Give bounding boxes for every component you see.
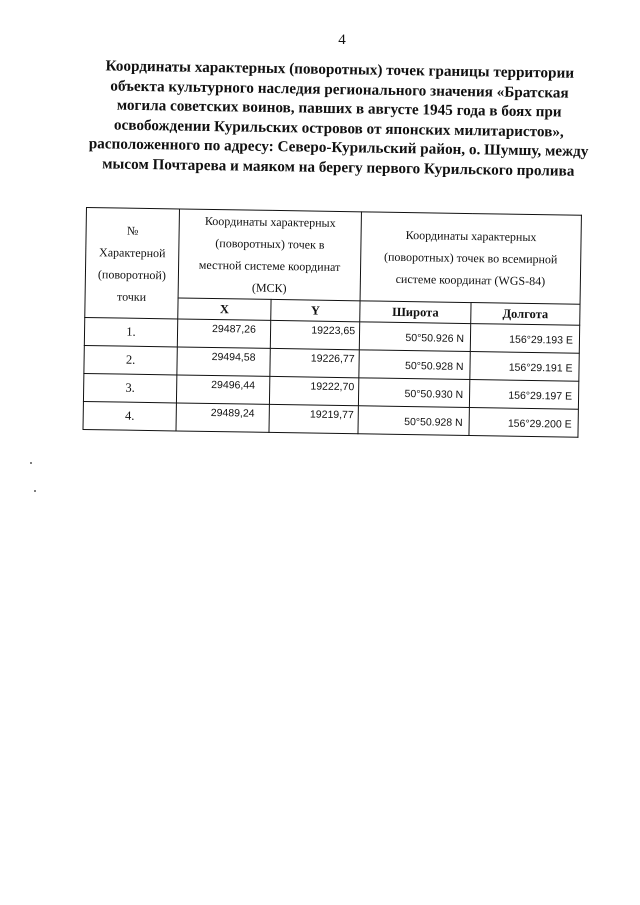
page-number: 4 <box>338 32 346 48</box>
y-value: 19223,65 <box>270 320 359 349</box>
longitude-value: 156°29.200 E <box>469 408 578 438</box>
latitude-value: 50°50.928 N <box>359 350 470 380</box>
title-line: Координаты характерных (поворотных) точек границы территории <box>105 57 575 82</box>
header-text: Характерной <box>98 244 166 260</box>
header-text: (поворотной) <box>97 266 167 282</box>
scan-speck <box>34 490 36 492</box>
x-value: 29487,26 <box>177 319 270 348</box>
y-value: 19219,77 <box>269 404 358 433</box>
x-value: 29489,24 <box>176 403 269 432</box>
scan-speck <box>30 462 32 464</box>
latitude-value: 50°50.928 N <box>358 406 469 436</box>
header-text: системе координат (WGS-84) <box>395 271 546 289</box>
header-text: (поворотных) точек во всемирной <box>383 249 558 267</box>
header-text: местной системе координат <box>198 257 341 275</box>
header-text: точки <box>116 288 147 304</box>
title-line: могила советских воинов, павших в августе 1945 года в боях при <box>116 96 562 121</box>
y-value: 19222,70 <box>269 376 358 405</box>
header-point-number <box>85 208 180 319</box>
x-value: 29494,58 <box>177 347 270 376</box>
coordinates-table <box>82 207 581 438</box>
x-value: 29496,44 <box>176 375 269 404</box>
title-line: мысом Почтарева и маяком на берегу первого Курильского пролива <box>102 154 575 180</box>
header-x: X <box>178 298 271 320</box>
latitude-value: 50°50.926 N <box>359 322 470 352</box>
header-text: Координаты характерных <box>204 213 336 230</box>
y-value: 19226,77 <box>270 348 359 377</box>
point-number: 1. <box>84 317 177 346</box>
longitude-value: 156°29.197 E <box>469 380 578 410</box>
header-text: (МСК) <box>251 280 287 296</box>
table-header-row <box>85 208 581 305</box>
title-line: объекта культурного наследия регионального значения «Братская <box>110 76 569 102</box>
header-latitude: Широта <box>360 301 471 324</box>
header-text: № <box>126 223 139 238</box>
header-wgs-coordinates <box>360 212 581 304</box>
point-number: 4. <box>83 401 176 430</box>
point-number: 2. <box>84 345 177 374</box>
document-title <box>78 56 600 181</box>
header-text: (поворотных) точек в <box>215 236 325 252</box>
header-text: Координаты характерных <box>405 228 537 245</box>
point-number: 3. <box>83 373 176 402</box>
longitude-value: 156°29.193 E <box>470 324 579 354</box>
header-y: Y <box>271 299 360 321</box>
title-line: освобождении Курильских островов от японских милитаристов», <box>113 116 564 141</box>
header-msk-coordinates <box>178 209 361 301</box>
header-longitude: Долгота <box>471 303 580 326</box>
longitude-value: 156°29.191 E <box>470 352 579 382</box>
title-line: расположенного по адресу: Северо-Курильский район, о. Шумшу, между <box>88 135 589 160</box>
latitude-value: 50°50.930 N <box>358 378 469 408</box>
